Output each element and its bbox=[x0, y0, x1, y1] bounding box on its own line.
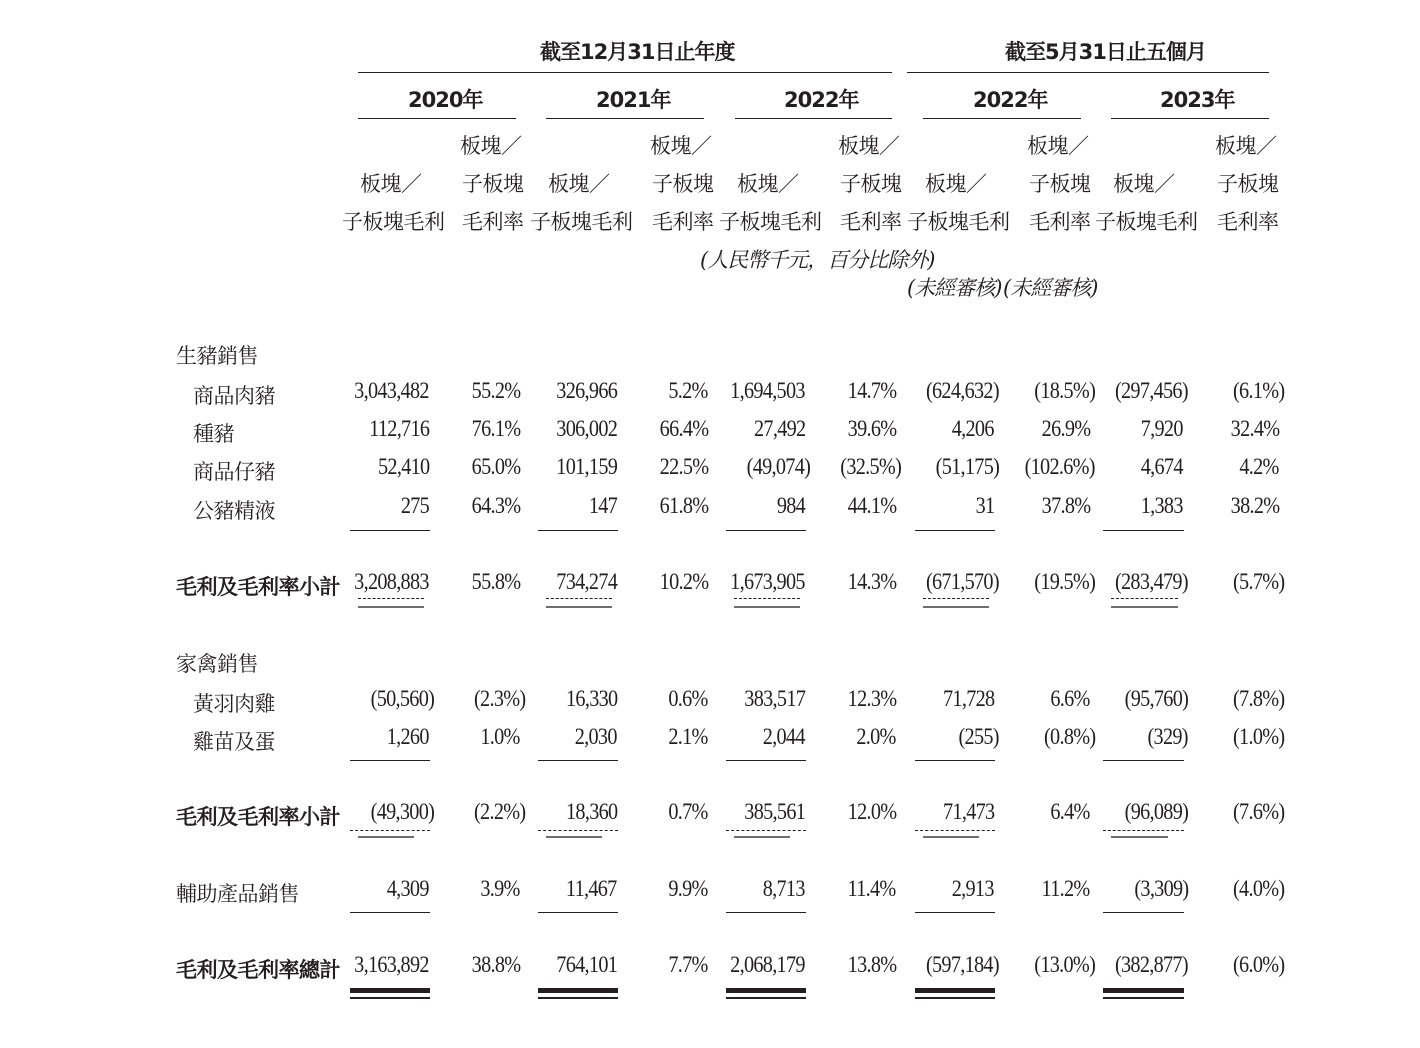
cell-segment-profit: (255) bbox=[958, 724, 999, 749]
col-header-segment-profit-line1: 板塊／ bbox=[548, 172, 610, 196]
double-underline-lower bbox=[734, 606, 800, 608]
double-underline-lower bbox=[1111, 606, 1178, 608]
col-header-segment-margin-line2: 子板塊 bbox=[652, 172, 714, 196]
single-underline bbox=[1103, 912, 1184, 913]
col-header-segment-profit-line2: 子板塊毛利 bbox=[530, 210, 633, 234]
cell-gross-margin: 44.1% bbox=[847, 493, 896, 518]
cell-gross-margin: 55.8% bbox=[471, 569, 520, 594]
single-underline bbox=[538, 760, 618, 761]
double-underline-lower bbox=[923, 836, 979, 838]
unit-note: (人民幣千元，百分比除外) bbox=[700, 248, 935, 272]
cell-segment-profit: (329) bbox=[1147, 724, 1188, 749]
cell-segment-profit: (597,184) bbox=[926, 952, 999, 977]
cell-gross-margin: 12.0% bbox=[847, 799, 896, 824]
cell-segment-profit: 4,674 bbox=[1140, 454, 1183, 479]
cell-segment-profit: 385,561 bbox=[744, 799, 805, 824]
cell-gross-margin: 5.2% bbox=[668, 378, 708, 403]
dashed-underline bbox=[915, 830, 995, 831]
double-underline-lower bbox=[546, 836, 602, 838]
cell-segment-profit: 8,713 bbox=[762, 876, 805, 901]
cell-gross-margin: 37.8% bbox=[1041, 493, 1090, 518]
cell-segment-profit: 4,309 bbox=[386, 876, 429, 901]
cell-segment-profit: 1,260 bbox=[386, 724, 429, 749]
row-label: 公豬精液 bbox=[193, 499, 275, 523]
row-label: 黃羽肉雞 bbox=[193, 692, 275, 716]
year-header-2021: 2021年 bbox=[596, 88, 671, 112]
cell-gross-margin: 66.4% bbox=[659, 416, 708, 441]
cell-gross-margin: 2.0% bbox=[856, 724, 896, 749]
single-underline bbox=[350, 530, 430, 531]
double-underline-lower bbox=[546, 606, 612, 608]
row-label: 商品仔豬 bbox=[193, 460, 275, 484]
cell-segment-profit: (50,560) bbox=[370, 686, 434, 711]
cell-gross-margin: (5.7%) bbox=[1232, 569, 1284, 594]
single-underline bbox=[538, 912, 618, 913]
cell-gross-margin: (102.6%) bbox=[1024, 454, 1095, 479]
aux-products-label: 輔助產品銷售 bbox=[176, 882, 299, 906]
double-underline-lower bbox=[358, 606, 424, 608]
single-underline bbox=[915, 530, 995, 531]
double-underline-thick bbox=[726, 988, 806, 993]
col-header-segment-margin-line3: 毛利率 bbox=[652, 210, 714, 234]
col-header-segment-profit-line2: 子板塊毛利 bbox=[907, 210, 1010, 234]
col-header-segment-profit-line1: 板塊／ bbox=[1113, 172, 1175, 196]
cell-segment-profit: 112,716 bbox=[368, 416, 429, 441]
group-rule-year bbox=[358, 72, 892, 73]
cell-gross-margin: 10.2% bbox=[659, 569, 708, 594]
dashed-underline bbox=[358, 598, 424, 599]
double-underline-lower bbox=[358, 836, 414, 838]
cell-segment-profit: 3,163,892 bbox=[354, 952, 429, 977]
cell-segment-profit: 764,101 bbox=[556, 952, 617, 977]
col-header-segment-margin-line2: 子板塊 bbox=[462, 172, 524, 196]
double-underline-thin bbox=[538, 997, 618, 999]
col-header-segment-profit-line2: 子板塊毛利 bbox=[1095, 210, 1198, 234]
double-underline-thin bbox=[350, 997, 430, 999]
col-header-segment-margin-line2: 子板塊 bbox=[1029, 172, 1091, 196]
dashed-underline bbox=[546, 598, 612, 599]
single-underline bbox=[726, 530, 806, 531]
cell-segment-profit: 275 bbox=[400, 493, 429, 518]
single-underline bbox=[538, 530, 618, 531]
single-underline bbox=[350, 912, 430, 913]
col-header-segment-margin-line3: 毛利率 bbox=[840, 210, 902, 234]
col-header-segment-profit-line1: 板塊／ bbox=[737, 172, 799, 196]
year-rule bbox=[546, 118, 704, 119]
cell-segment-profit: 1,383 bbox=[1140, 493, 1183, 518]
col-header-segment-margin-line1: 板塊／ bbox=[1027, 134, 1089, 158]
cell-segment-profit: (51,175) bbox=[935, 454, 999, 479]
cell-segment-profit: (671,570) bbox=[926, 569, 999, 594]
cell-segment-profit: 11,467 bbox=[566, 876, 617, 901]
double-underline-thick bbox=[350, 988, 430, 993]
cell-gross-margin: 65.0% bbox=[471, 454, 520, 479]
cell-segment-profit: 18,360 bbox=[565, 799, 617, 824]
cell-segment-profit: (3,309) bbox=[1133, 876, 1188, 901]
col-header-segment-profit-line2: 子板塊毛利 bbox=[719, 210, 822, 234]
cell-segment-profit: 2,913 bbox=[951, 876, 994, 901]
cell-segment-profit: 147 bbox=[588, 493, 617, 518]
cell-segment-profit: 383,517 bbox=[744, 686, 805, 711]
year-rule bbox=[358, 118, 516, 119]
cell-gross-margin: 7.7% bbox=[668, 952, 708, 977]
cell-segment-profit: 3,208,883 bbox=[354, 569, 429, 594]
year-rule bbox=[923, 118, 1081, 119]
cell-segment-profit: 7,920 bbox=[1140, 416, 1183, 441]
cell-gross-margin: 39.6% bbox=[847, 416, 896, 441]
cell-gross-margin: 11.2% bbox=[1041, 876, 1090, 901]
dashed-underline bbox=[538, 830, 618, 831]
cell-segment-profit: 4,206 bbox=[951, 416, 994, 441]
row-label: 商品肉豬 bbox=[193, 384, 275, 408]
cell-segment-profit: (624,632) bbox=[926, 378, 999, 403]
cell-segment-profit: 326,966 bbox=[556, 378, 617, 403]
cell-segment-profit: 734,274 bbox=[556, 569, 617, 594]
cell-segment-profit: 16,330 bbox=[565, 686, 617, 711]
col-header-segment-margin-line2: 子板塊 bbox=[1217, 172, 1279, 196]
year-rule bbox=[735, 118, 892, 119]
subtotal-label-pig: 毛利及毛利率小計 bbox=[176, 575, 340, 599]
cell-segment-profit: (95,760) bbox=[1124, 686, 1188, 711]
cell-gross-margin: (6.1%) bbox=[1232, 378, 1284, 403]
cell-gross-margin: 2.1% bbox=[668, 724, 708, 749]
dashed-underline bbox=[1103, 830, 1184, 831]
cell-segment-profit: 2,044 bbox=[762, 724, 805, 749]
col-header-segment-margin-line1: 板塊／ bbox=[650, 134, 712, 158]
cell-segment-profit: (382,877) bbox=[1115, 952, 1188, 977]
double-underline-lower bbox=[734, 836, 790, 838]
double-underline-thick bbox=[538, 988, 618, 993]
cell-gross-margin: 64.3% bbox=[471, 493, 520, 518]
year-rule bbox=[1111, 118, 1269, 119]
col-header-segment-margin-line3: 毛利率 bbox=[1217, 210, 1279, 234]
cell-gross-margin: 26.9% bbox=[1041, 416, 1090, 441]
cell-gross-margin: 32.4% bbox=[1230, 416, 1279, 441]
cell-gross-margin: 38.8% bbox=[471, 952, 520, 977]
cell-segment-profit: 306,002 bbox=[556, 416, 617, 441]
cell-segment-profit: 3,043,482 bbox=[354, 378, 429, 403]
col-header-segment-margin-line1: 板塊／ bbox=[460, 134, 522, 158]
single-underline bbox=[915, 760, 995, 761]
section-title-pig-sales: 生豬銷售 bbox=[176, 344, 258, 368]
dashed-underline bbox=[350, 830, 430, 831]
double-underline-thin bbox=[726, 997, 806, 999]
cell-segment-profit: 984 bbox=[776, 493, 805, 518]
cell-gross-margin: (0.8%) bbox=[1043, 724, 1095, 749]
section-title-poultry-sales: 家禽銷售 bbox=[176, 652, 258, 676]
cell-gross-margin: (1.0%) bbox=[1232, 724, 1284, 749]
grand-total-label: 毛利及毛利率總計 bbox=[176, 958, 340, 982]
group-header-5m: 截至5月31日止五個月 bbox=[1005, 40, 1206, 64]
cell-gross-margin: (32.5%) bbox=[840, 454, 901, 479]
double-underline-thin bbox=[1103, 997, 1184, 999]
single-underline bbox=[726, 912, 806, 913]
year-header-2022-5m: 2022年 bbox=[973, 88, 1048, 112]
cell-gross-margin: 0.6% bbox=[668, 686, 708, 711]
dashed-underline bbox=[1111, 598, 1178, 599]
cell-segment-profit: 2,068,179 bbox=[730, 952, 805, 977]
cell-segment-profit: (297,456) bbox=[1115, 378, 1188, 403]
dashed-underline bbox=[923, 598, 989, 599]
double-underline-thick bbox=[1103, 988, 1184, 993]
double-underline-thick bbox=[915, 988, 995, 993]
row-label: 雞苗及蛋 bbox=[193, 730, 275, 754]
col-header-segment-profit-line1: 板塊／ bbox=[360, 172, 422, 196]
cell-gross-margin: 0.7% bbox=[668, 799, 708, 824]
cell-gross-margin: 14.3% bbox=[847, 569, 896, 594]
cell-gross-margin: (19.5%) bbox=[1034, 569, 1095, 594]
col-header-segment-profit-line1: 板塊／ bbox=[925, 172, 987, 196]
col-header-segment-margin-line2: 子板塊 bbox=[840, 172, 902, 196]
cell-gross-margin: 1.0% bbox=[480, 724, 520, 749]
group-rule-5m bbox=[907, 72, 1269, 73]
single-underline bbox=[1103, 530, 1184, 531]
cell-segment-profit: 1,694,503 bbox=[730, 378, 805, 403]
cell-gross-margin: (18.5%) bbox=[1034, 378, 1095, 403]
cell-gross-margin: 9.9% bbox=[668, 876, 708, 901]
cell-segment-profit: (49,074) bbox=[746, 454, 810, 479]
cell-segment-profit: 31 bbox=[975, 493, 994, 518]
dashed-underline bbox=[734, 598, 800, 599]
group-header-year: 截至12月31日止年度 bbox=[540, 40, 735, 64]
cell-segment-profit: 71,473 bbox=[942, 799, 994, 824]
cell-gross-margin: 13.8% bbox=[847, 952, 896, 977]
cell-segment-profit: 1,673,905 bbox=[730, 569, 805, 594]
dashed-underline bbox=[726, 830, 806, 831]
cell-segment-profit: 71,728 bbox=[942, 686, 994, 711]
cell-gross-margin: 4.2% bbox=[1239, 454, 1279, 479]
year-header-2020: 2020年 bbox=[408, 88, 483, 112]
single-underline bbox=[350, 760, 430, 761]
cell-segment-profit: (49,300) bbox=[370, 799, 434, 824]
cell-gross-margin: (2.2%) bbox=[473, 799, 525, 824]
cell-gross-margin: (7.6%) bbox=[1232, 799, 1284, 824]
subtotal-label-poultry: 毛利及毛利率小計 bbox=[176, 805, 340, 829]
single-underline bbox=[1103, 760, 1184, 761]
cell-gross-margin: (2.3%) bbox=[473, 686, 525, 711]
cell-gross-margin: 6.6% bbox=[1050, 686, 1090, 711]
unaudited-note-2022: (未經審核) bbox=[907, 276, 1002, 300]
col-header-segment-profit-line2: 子板塊毛利 bbox=[342, 210, 445, 234]
cell-gross-margin: (4.0%) bbox=[1232, 876, 1284, 901]
cell-gross-margin: 14.7% bbox=[847, 378, 896, 403]
col-header-segment-margin-line1: 板塊／ bbox=[838, 134, 900, 158]
single-underline bbox=[726, 760, 806, 761]
cell-segment-profit: (283,479) bbox=[1115, 569, 1188, 594]
cell-gross-margin: 3.9% bbox=[480, 876, 520, 901]
cell-segment-profit: 2,030 bbox=[574, 724, 617, 749]
cell-segment-profit: 27,492 bbox=[753, 416, 805, 441]
cell-gross-margin: 6.4% bbox=[1050, 799, 1090, 824]
cell-gross-margin: 76.1% bbox=[471, 416, 520, 441]
cell-gross-margin: (7.8%) bbox=[1232, 686, 1284, 711]
double-underline-thin bbox=[915, 997, 995, 999]
cell-gross-margin: 61.8% bbox=[659, 493, 708, 518]
double-underline-lower bbox=[923, 606, 989, 608]
year-header-2022: 2022年 bbox=[784, 88, 859, 112]
year-header-2023-5m: 2023年 bbox=[1160, 88, 1235, 112]
col-header-segment-margin-line1: 板塊／ bbox=[1215, 134, 1277, 158]
cell-gross-margin: 55.2% bbox=[471, 378, 520, 403]
cell-gross-margin: 11.4% bbox=[847, 876, 896, 901]
col-header-segment-margin-line3: 毛利率 bbox=[462, 210, 524, 234]
cell-gross-margin: (13.0%) bbox=[1034, 952, 1095, 977]
cell-gross-margin: 22.5% bbox=[659, 454, 708, 479]
unaudited-note-2023: (未經審核) bbox=[1003, 276, 1098, 300]
cell-gross-margin: 12.3% bbox=[847, 686, 896, 711]
cell-segment-profit: (96,089) bbox=[1124, 799, 1188, 824]
col-header-segment-margin-line3: 毛利率 bbox=[1029, 210, 1091, 234]
cell-segment-profit: 101,159 bbox=[556, 454, 617, 479]
row-label: 種豬 bbox=[193, 422, 234, 446]
double-underline-lower bbox=[1111, 836, 1168, 838]
cell-gross-margin: (6.0%) bbox=[1232, 952, 1284, 977]
single-underline bbox=[915, 912, 995, 913]
cell-gross-margin: 38.2% bbox=[1230, 493, 1279, 518]
cell-segment-profit: 52,410 bbox=[377, 454, 429, 479]
